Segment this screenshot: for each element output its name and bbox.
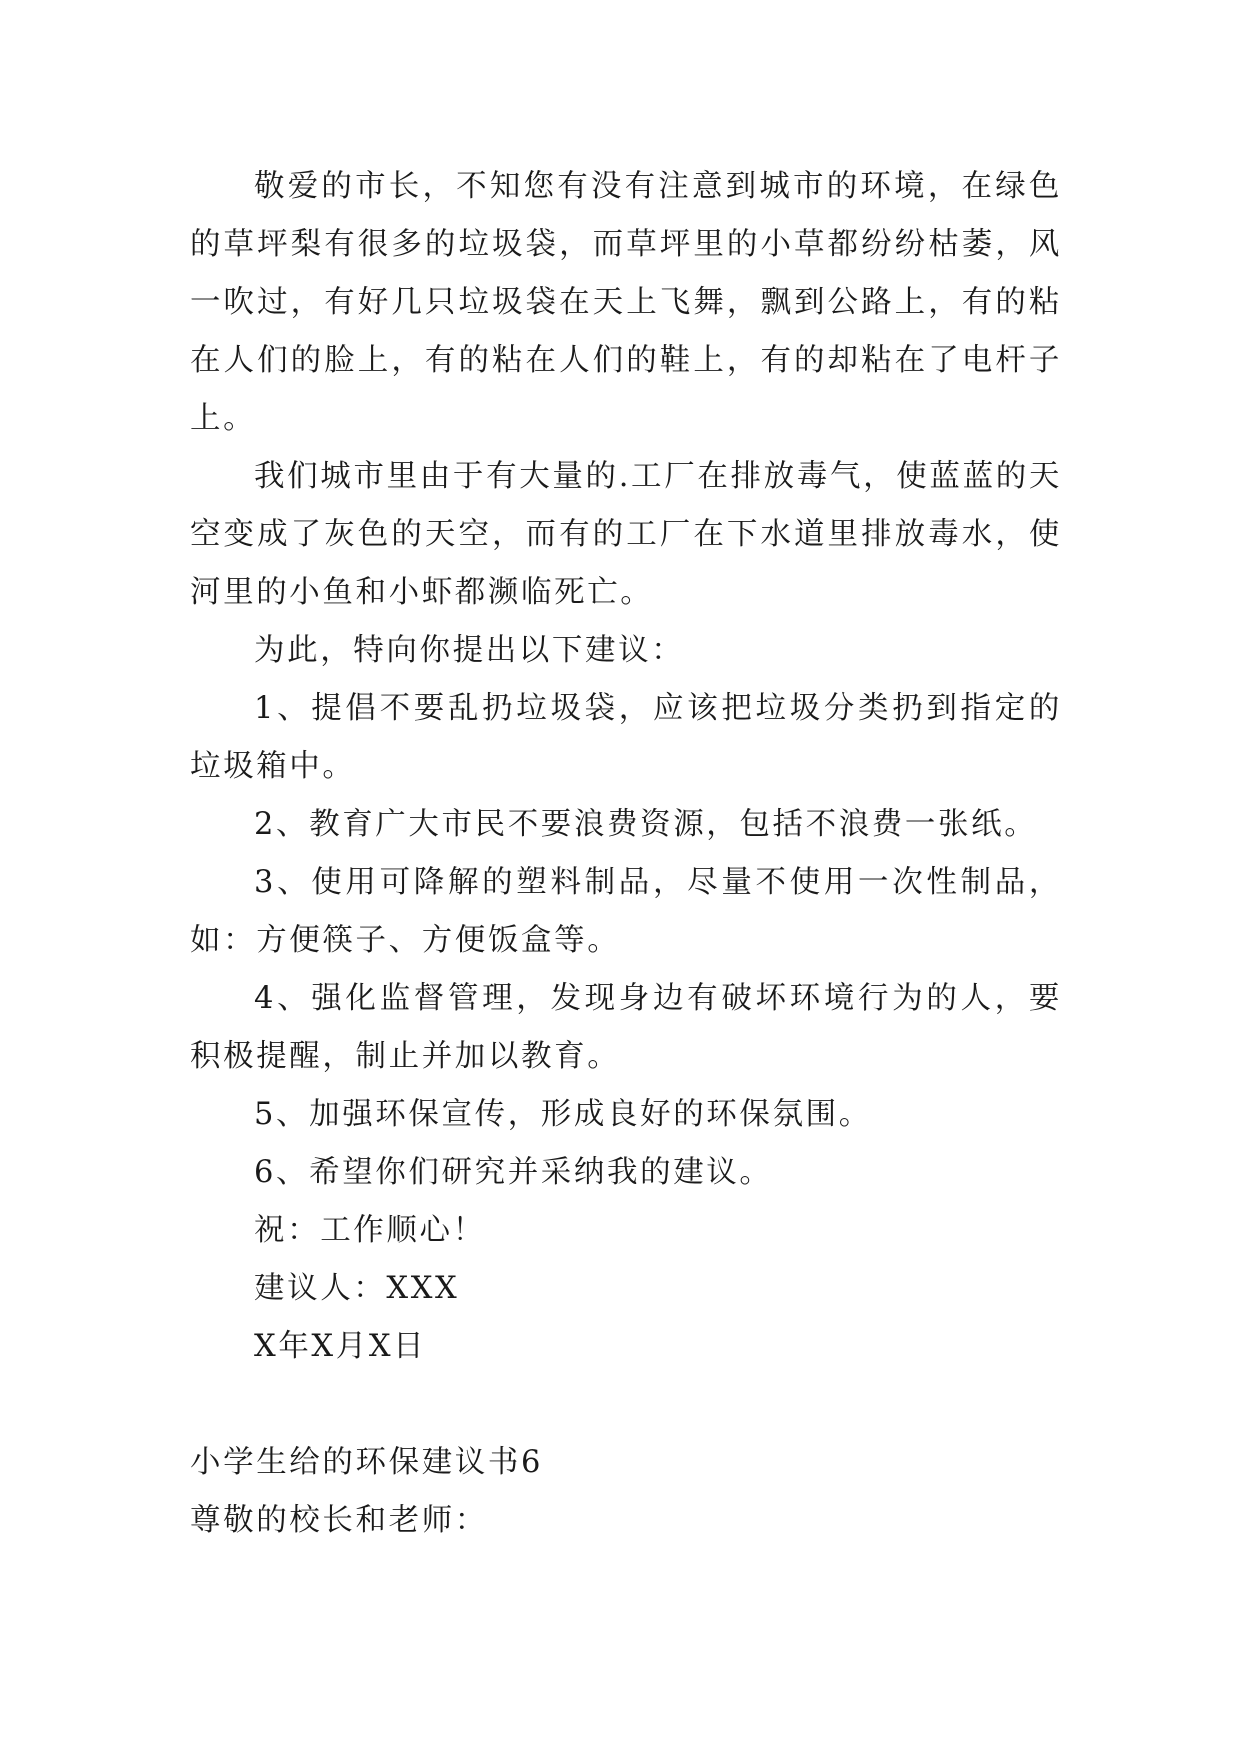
suggestion-item-2: 2、教育广大市民不要浪费资源，包括不浪费一张纸。 <box>254 807 1038 842</box>
suggestion-item-6: 6、希望你们研究并采纳我的建议。 <box>254 1155 773 1190</box>
signature-line: 建议人：XXX <box>254 1271 460 1306</box>
next-section-title: 小学生给的环保建议书6 <box>190 1445 544 1480</box>
paragraph-factory-pollution: 我们城市里由于有大量的.工厂在排放毒气，使蓝蓝的天空变成了灰色的天空，而有的工厂在下水道里排放毒水，使河里的小鱼和小虾都濒临死亡。 <box>190 459 1062 610</box>
document-body <box>190 158 1062 1550</box>
suggestion-item-3: 3、使用可降解的塑料制品，尽量不使用一次性制品，如：方便筷子、方便饭盒等。 <box>190 865 1062 958</box>
suggestion-item-1: 1、提倡不要乱扔垃圾袋，应该把垃圾分类扔到指定的垃圾箱中。 <box>190 691 1062 784</box>
closing-wish: 祝：工作顺心！ <box>254 1213 486 1248</box>
paragraph-environment-complaint: 敬爱的市长，不知您有没有注意到城市的环境，在绿色的草坪梨有很多的垃圾袋，而草坪里的小草都纷纷枯萎，风一吹过，有好几只垃圾袋在天上飞舞，飘到公路上，有的粘在人们的脸上，有的粘在人们的鞋上，有的却粘在了电杆子上。 <box>190 169 1062 436</box>
next-section-salutation: 尊敬的校长和老师： <box>190 1503 488 1538</box>
suggestion-item-5: 5、加强环保宣传，形成良好的环保氛围。 <box>254 1097 872 1132</box>
paragraph-suggestion-intro: 为此，特向你提出以下建议： <box>254 633 685 668</box>
suggestion-item-4: 4、强化监督管理，发现身边有破坏环境行为的人，要积极提醒，制止并加以教育。 <box>190 981 1062 1074</box>
section-spacer <box>190 1376 1062 1434</box>
date-line: X年X月X日 <box>254 1329 427 1364</box>
